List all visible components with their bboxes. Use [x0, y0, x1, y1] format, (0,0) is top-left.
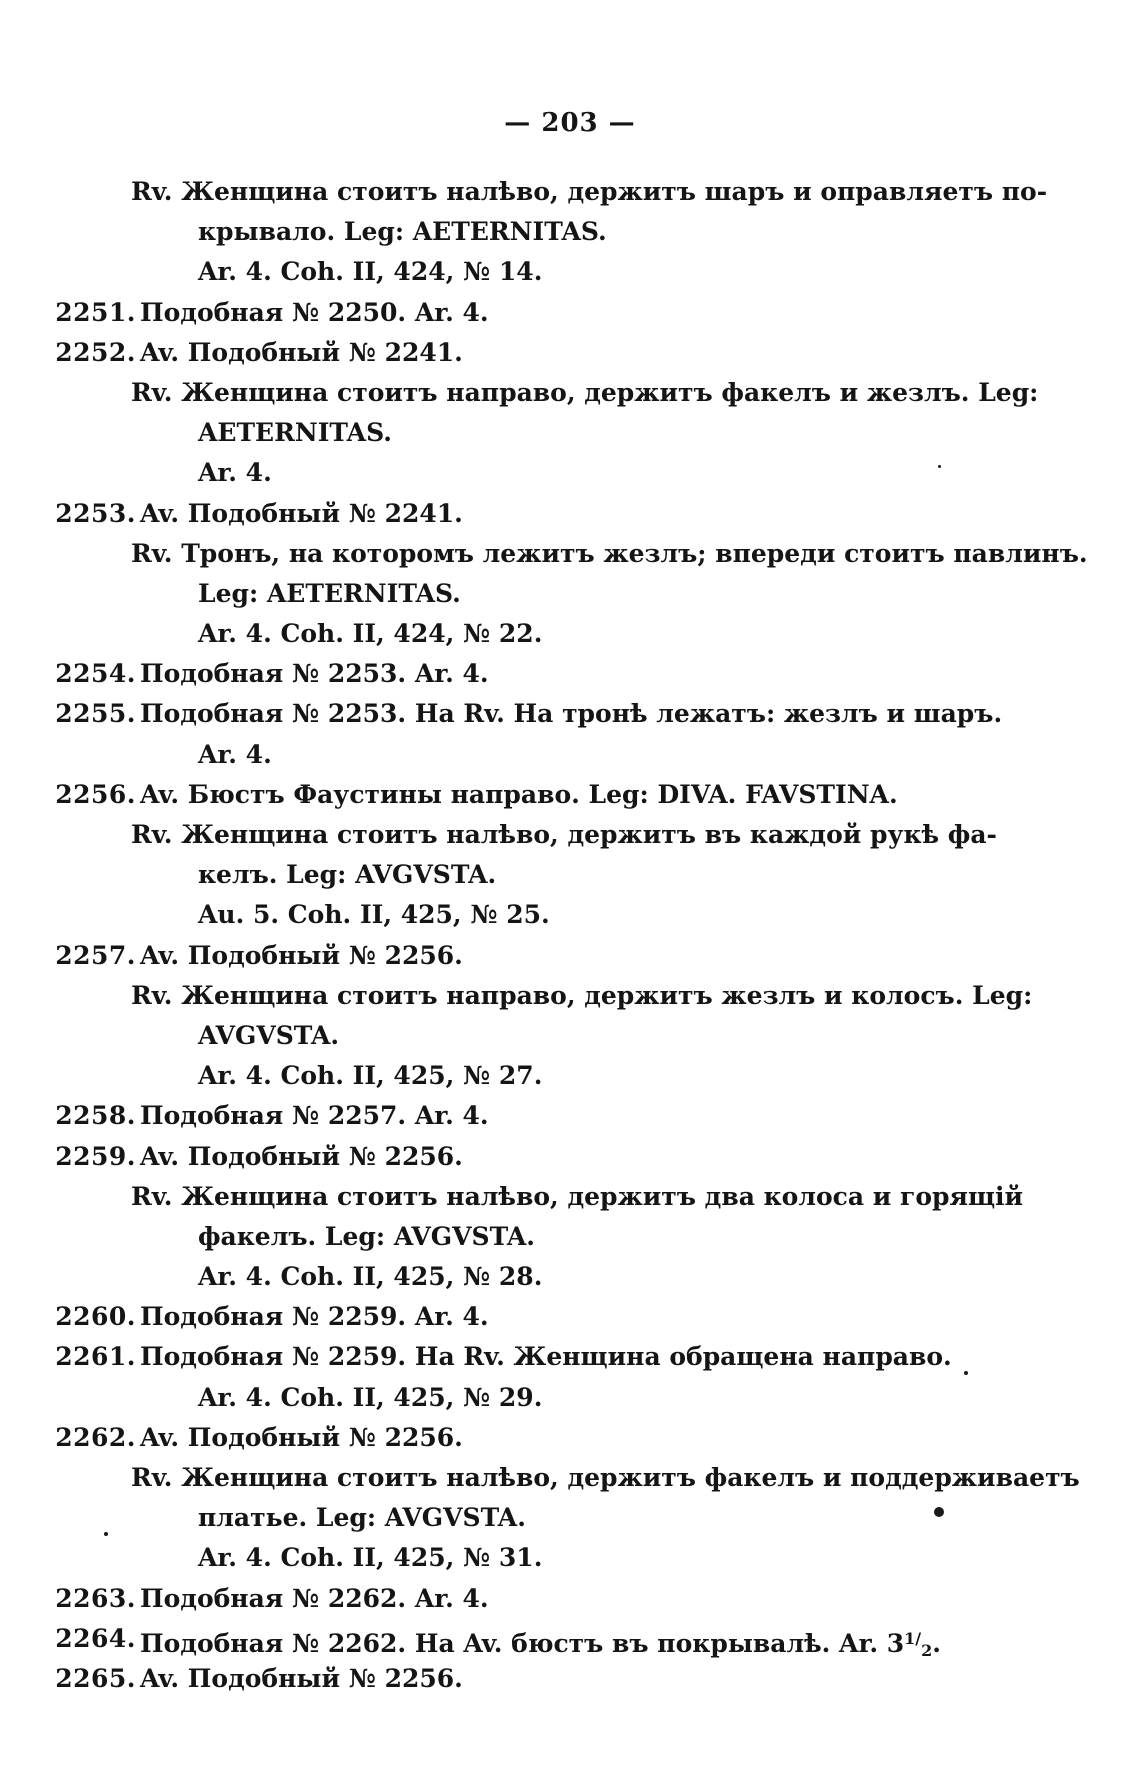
catalog-entry-line	[0, 694, 1140, 734]
entry-text: Av. Подобный № 2256.	[140, 1422, 463, 1452]
entry-number: 2264.	[55, 1623, 136, 1653]
entry-number: 2253.	[55, 498, 136, 528]
entry-number: 2263.	[55, 1583, 136, 1613]
catalog-continuation-line	[0, 1498, 1140, 1538]
catalog-entry-line	[0, 333, 1140, 373]
catalog-continuation-line	[0, 1538, 1140, 1578]
catalog-continuation-line	[0, 1257, 1140, 1297]
catalog-continuation-line	[0, 1016, 1140, 1056]
entry-number: 2256.	[55, 779, 136, 809]
entry-text: Rv. Женщина стоитъ налѣво, держитъ шаръ и оправляетъ по-	[131, 177, 1048, 206]
catalog-entry-line	[0, 293, 1140, 333]
catalog-continuation-line	[0, 212, 1140, 252]
entry-text: крывало. Leg: AETERNITAS.	[198, 217, 607, 247]
entry-text: Ar. 4. Coh. II, 424, № 14.	[198, 257, 543, 287]
catalog-continuation-line	[0, 735, 1140, 775]
entry-number: 2254.	[55, 659, 136, 689]
catalog-entry-line	[0, 654, 1140, 694]
entry-text: Подобная № 2253. На Rv. На тронѣ лежатъ: жезлъ и шаръ.	[140, 699, 1003, 729]
catalog-continuation-line	[0, 976, 1140, 1016]
catalog-continuation-line	[0, 413, 1140, 453]
entry-number: 2261.	[55, 1342, 136, 1372]
entry-number: 2262.	[55, 1422, 136, 1452]
entry-text: Ar. 4. Coh. II, 425, № 29.	[198, 1382, 543, 1412]
fraction-denominator: 2	[921, 1640, 933, 1660]
fraction-numerator: 1	[904, 1628, 916, 1648]
catalog-entry-line	[0, 1297, 1140, 1337]
entry-text: AETERNITAS.	[198, 418, 392, 448]
print-speck	[104, 1532, 108, 1536]
entry-text: Av. Подобный № 2256.	[140, 940, 463, 970]
entry-text: Подобная № 2257. Ar. 4.	[140, 1101, 489, 1131]
catalog-continuation-line	[0, 1177, 1140, 1217]
entry-number: 2257.	[55, 940, 136, 970]
catalog-entries	[0, 172, 1140, 1699]
entry-text: Подобная № 2259. Ar. 4.	[140, 1302, 489, 1332]
catalog-entry-line	[0, 494, 1140, 534]
print-speck	[964, 1371, 968, 1375]
catalog-continuation-line	[0, 1378, 1140, 1418]
entry-text: Rv. Женщина стоитъ направо, держитъ факелъ и жезлъ. Leg:	[131, 377, 1039, 407]
entry-text: Rv. Женщина стоитъ налѣво, держитъ въ каждой рукѣ фа-	[131, 820, 997, 849]
entry-text: Leg: AETERNITAS.	[198, 578, 461, 608]
entry-number: 2251.	[55, 297, 136, 327]
catalog-continuation-line	[0, 1458, 1140, 1498]
catalog-entry-line	[0, 1619, 1140, 1659]
entry-text: Av. Подобный № 2256.	[140, 1663, 463, 1693]
catalog-entry-line	[0, 1418, 1140, 1458]
catalog-continuation-line	[0, 895, 1140, 935]
entry-text: келъ. Leg: AVGVSTA.	[198, 860, 497, 890]
print-speck	[938, 465, 941, 468]
entry-text: Rv. Женщина стоитъ налѣво, держитъ два колоса и горящій	[131, 1181, 1024, 1211]
entry-number: 2255.	[55, 699, 136, 729]
catalog-continuation-line	[0, 373, 1140, 413]
entry-number: 2265.	[55, 1663, 136, 1693]
catalog-continuation-line	[0, 252, 1140, 292]
entry-text: Ar. 4.	[198, 458, 272, 488]
entry-text: Av. Подобный № 2256.	[140, 1141, 463, 1171]
page-number: — 203 —	[504, 108, 636, 138]
entry-text: Ar. 4. Coh. II, 425, № 27.	[198, 1061, 543, 1091]
entry-text: платье. Leg: AVGVSTA.	[198, 1503, 526, 1533]
entry-text: Rv. Женщина стоитъ налѣво, держитъ факелъ и поддерживаетъ	[131, 1463, 1080, 1492]
catalog-continuation-line	[0, 815, 1140, 855]
entry-text: Av. Подобный № 2241.	[140, 498, 463, 528]
catalog-continuation-line	[0, 1217, 1140, 1257]
entry-number: 2252.	[55, 337, 136, 367]
catalog-continuation-line	[0, 574, 1140, 614]
entry-text: Подобная № 2253. Ar. 4.	[140, 659, 489, 689]
entry-number: 2259.	[55, 1141, 136, 1171]
entry-text: Подобная № 2259. На Rv. Женщина обращена направо.	[140, 1342, 952, 1372]
catalog-continuation-line	[0, 172, 1140, 212]
entry-number: 2258.	[55, 1101, 136, 1131]
catalog-entry-line	[0, 775, 1140, 815]
catalog-continuation-line	[0, 855, 1140, 895]
catalog-entry-line	[0, 1337, 1140, 1377]
entry-text-main: Подобная № 2262. На Av. бюстъ въ покрывалѣ. Ar. 3	[140, 1628, 905, 1658]
entry-text: Подобная № 2250. Ar. 4.	[140, 297, 489, 327]
catalog-continuation-line	[0, 534, 1140, 574]
entry-text: Rv. Женщина стоитъ направо, держитъ жезлъ и колосъ. Leg:	[131, 980, 1033, 1010]
entry-text: Ar. 4. Coh. II, 425, № 28.	[198, 1262, 543, 1292]
entry-text: Au. 5. Coh. II, 425, № 25.	[198, 900, 550, 930]
entry-text: Подобная № 2262. Ar. 4.	[140, 1583, 489, 1613]
catalog-entry-line	[0, 1579, 1140, 1619]
entry-text: AVGVSTA.	[198, 1020, 340, 1050]
catalog-entry-line	[0, 1659, 1140, 1699]
catalog-continuation-line	[0, 1056, 1140, 1096]
catalog-entry-line	[0, 936, 1140, 976]
catalog-entry-line	[0, 1137, 1140, 1177]
catalog-continuation-line	[0, 453, 1140, 493]
entry-text: Av. Бюстъ Фаустины направо. Leg: DIVA. FAVSTINA.	[140, 779, 898, 809]
catalog-continuation-line	[0, 614, 1140, 654]
entry-text: Ar. 4. Coh. II, 425, № 31.	[198, 1543, 543, 1573]
entry-text: Rv. Тронъ, на которомъ лежитъ жезлъ; впереди стоитъ павлинъ.	[131, 538, 1088, 568]
print-speck	[934, 1507, 944, 1517]
entry-number: 2260.	[55, 1302, 136, 1332]
entry-text: Av. Подобный № 2241.	[140, 337, 463, 367]
fraction-slash: /	[915, 1628, 922, 1648]
catalog-entry-line	[0, 1096, 1140, 1136]
entry-text: факелъ. Leg: AVGVSTA.	[198, 1221, 535, 1251]
entry-text: Ar. 4. Coh. II, 424, № 22.	[198, 619, 543, 649]
fraction-suffix: .	[932, 1628, 941, 1658]
entry-text: Ar. 4.	[198, 739, 272, 769]
